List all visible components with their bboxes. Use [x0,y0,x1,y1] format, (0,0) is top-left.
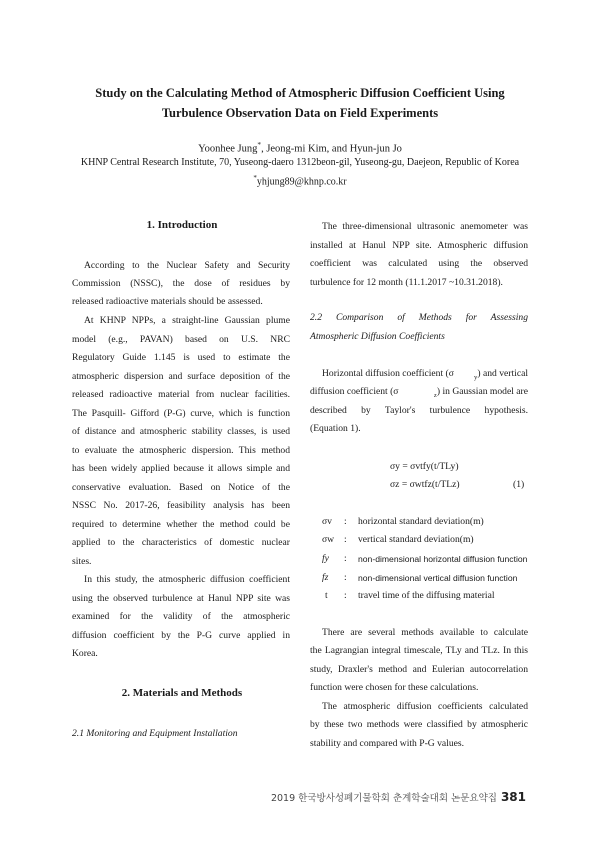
intro-line: using the observed turbulence at Hanul NPP site was [72,593,290,604]
para1-line: The three-dimensional ultrasonic anemometer was [322,221,528,232]
para3-line: study, Draxler's method and Eulerian autocorrelation [310,664,528,675]
intro-line: examined for the validity of the atmospheric [72,611,290,622]
definition-colon: : [344,516,347,527]
para1-line: coefficient was calculated using the observed [310,258,528,269]
intro-line: According to the Nuclear Safety and Security [84,260,290,271]
intro-line: Commission (NSSC), the dose of residues by [72,278,290,289]
para2-l2-b [434,386,528,399]
subsection-heading-2-2-cont: Atmospheric Diffusion Coefficients [310,331,445,342]
definition-colon: : [344,553,347,564]
section-heading-materials-methods: 2. Materials and Methods [121,687,243,699]
page-number: 381 [500,790,526,804]
para1-line: turbulence for 12 month (11.1.2017 ~10.31.2018). [310,277,503,288]
intro-line: released radioactive material from nuclear facilities. [72,389,290,400]
sigma-y-subscript: y [474,373,478,381]
page-footer [271,790,526,804]
equation-number: (1) [513,479,525,490]
para3-line: the Lagrangian integral timescale, TLy and TLz. In this [310,645,528,656]
intro-line: At KHNP NPPs, a straight-line Gaussian plume [84,315,290,326]
other-authors: , Jeong-mi Kim, and Hyun-jun Jo [261,143,402,155]
intro-line: atmospheric dispersion and surface deposition of the [72,371,290,382]
intro-line: to evaluate the atmospheric dispersion. This method [72,445,290,456]
sigma-z-subscript: z [433,391,437,399]
subsection-heading-2-1: 2.1 Monitoring and Equipment Installation [72,728,238,739]
intro-line: NSSC No. 2017-26, feasibility analysis has been [72,500,290,511]
section-heading-introduction: 1. Introduction [146,219,218,231]
intro-line: has been widely applied because it allows simple and [72,463,290,474]
para2-l2-a: diffusion coefficient (σ [310,386,399,397]
proceedings-title: 2019 한국방사성폐기물학회 춘계학술대회 논문요약집 [270,793,497,804]
intro-line: In this study, the atmospheric diffusion coefficient [84,574,290,585]
intro-line: sites. [72,556,92,567]
intro-line: applied to the characteristics of domestic nuclear [72,537,290,548]
intro-line: of distance and atmospheric stability classes, is used [72,426,290,437]
definition-symbol: σv [322,516,332,527]
intro-line: The Pasquill- Gifford (P-G) curve, which is function [72,408,290,419]
para2-line: (Equation 1). [310,423,361,434]
first-author: Yoonhee Jung [198,143,258,155]
definition-text: horizontal standard deviation(m) [358,516,484,527]
para2-l1-a: Horizontal diffusion coefficient (σ [322,368,454,379]
definition-symbol: t [325,590,328,601]
definition-symbol: fy [322,553,329,564]
para3-line: There are several methods available to calculate [322,627,528,638]
intro-line: conservative evaluation. Based on Notice of the [72,482,290,493]
para3-line: by these two methods were classified by atmospheric [310,719,528,730]
para2-l1-tail: ) and vertical [477,368,528,379]
email-mark: * [253,174,257,182]
definition-symbol: σw [322,534,335,545]
definition-text: non-dimensional horizontal diffusion function [358,554,528,564]
para3-line: function were chosen for these calculations. [310,682,479,693]
definition-colon: : [344,572,347,583]
para1-line: installed at Hanul NPP site. Atmospheric diffusion [310,240,528,251]
para3-line: The atmospheric diffusion coefficients calculated [322,701,528,712]
intro-line: diffusion coefficient by the P-G curve applied in [72,630,290,641]
intro-line: Regulatory Guide 1.145 is used to estimate the [72,352,290,363]
definition-colon: : [344,590,347,601]
intro-line: model (e.g., PAVAN) based on U.S. NRC [72,334,290,345]
definition-text: travel time of the diffusing material [358,590,495,601]
para3-line: stability and compared with P-G values. [310,738,465,749]
definition-text: non-dimensional vertical diffusion function [358,573,518,583]
definition-text: vertical standard deviation(m) [358,534,474,545]
intro-line: required to determine whether the method could be [72,519,290,530]
para2-line [322,368,528,381]
author-list [0,140,600,155]
para2-l2-tail: ) in Gaussian model are [436,386,528,397]
paper-title-line-2: Turbulence Observation Data on Field Experiments [161,106,439,120]
intro-line: released radioactive materials should be assessed. [72,296,263,307]
email-address: yhjung89@khnp.co.kr [256,176,347,188]
intro-line: Korea. [72,648,98,659]
para2-line [310,386,528,399]
para2-line: described by Taylor's turbulence hypothesis. [310,405,528,416]
definition-colon: : [344,534,347,545]
email [0,174,600,187]
para2-l1-b [474,368,528,381]
paper-title-line-1: Study on the Calculating Method of Atmospheric Diffusion Coefficient Using [95,86,505,100]
equation-line-1: σy = σvtfy(t/TLy) [390,461,459,472]
affiliation: KHNP Central Research Institute, 70, Yuseong-daero 1312beon-gil, Yuseong-gu, Daejeon, Republic of Korea [80,157,520,168]
definition-symbol: fz [322,572,329,583]
corresponding-mark: * [257,140,262,149]
subsection-heading-2-2: 2.2 Comparison of Methods for Assessing [310,312,528,323]
equation-line-2: σz = σwtfz(t/TLz) [390,479,460,490]
